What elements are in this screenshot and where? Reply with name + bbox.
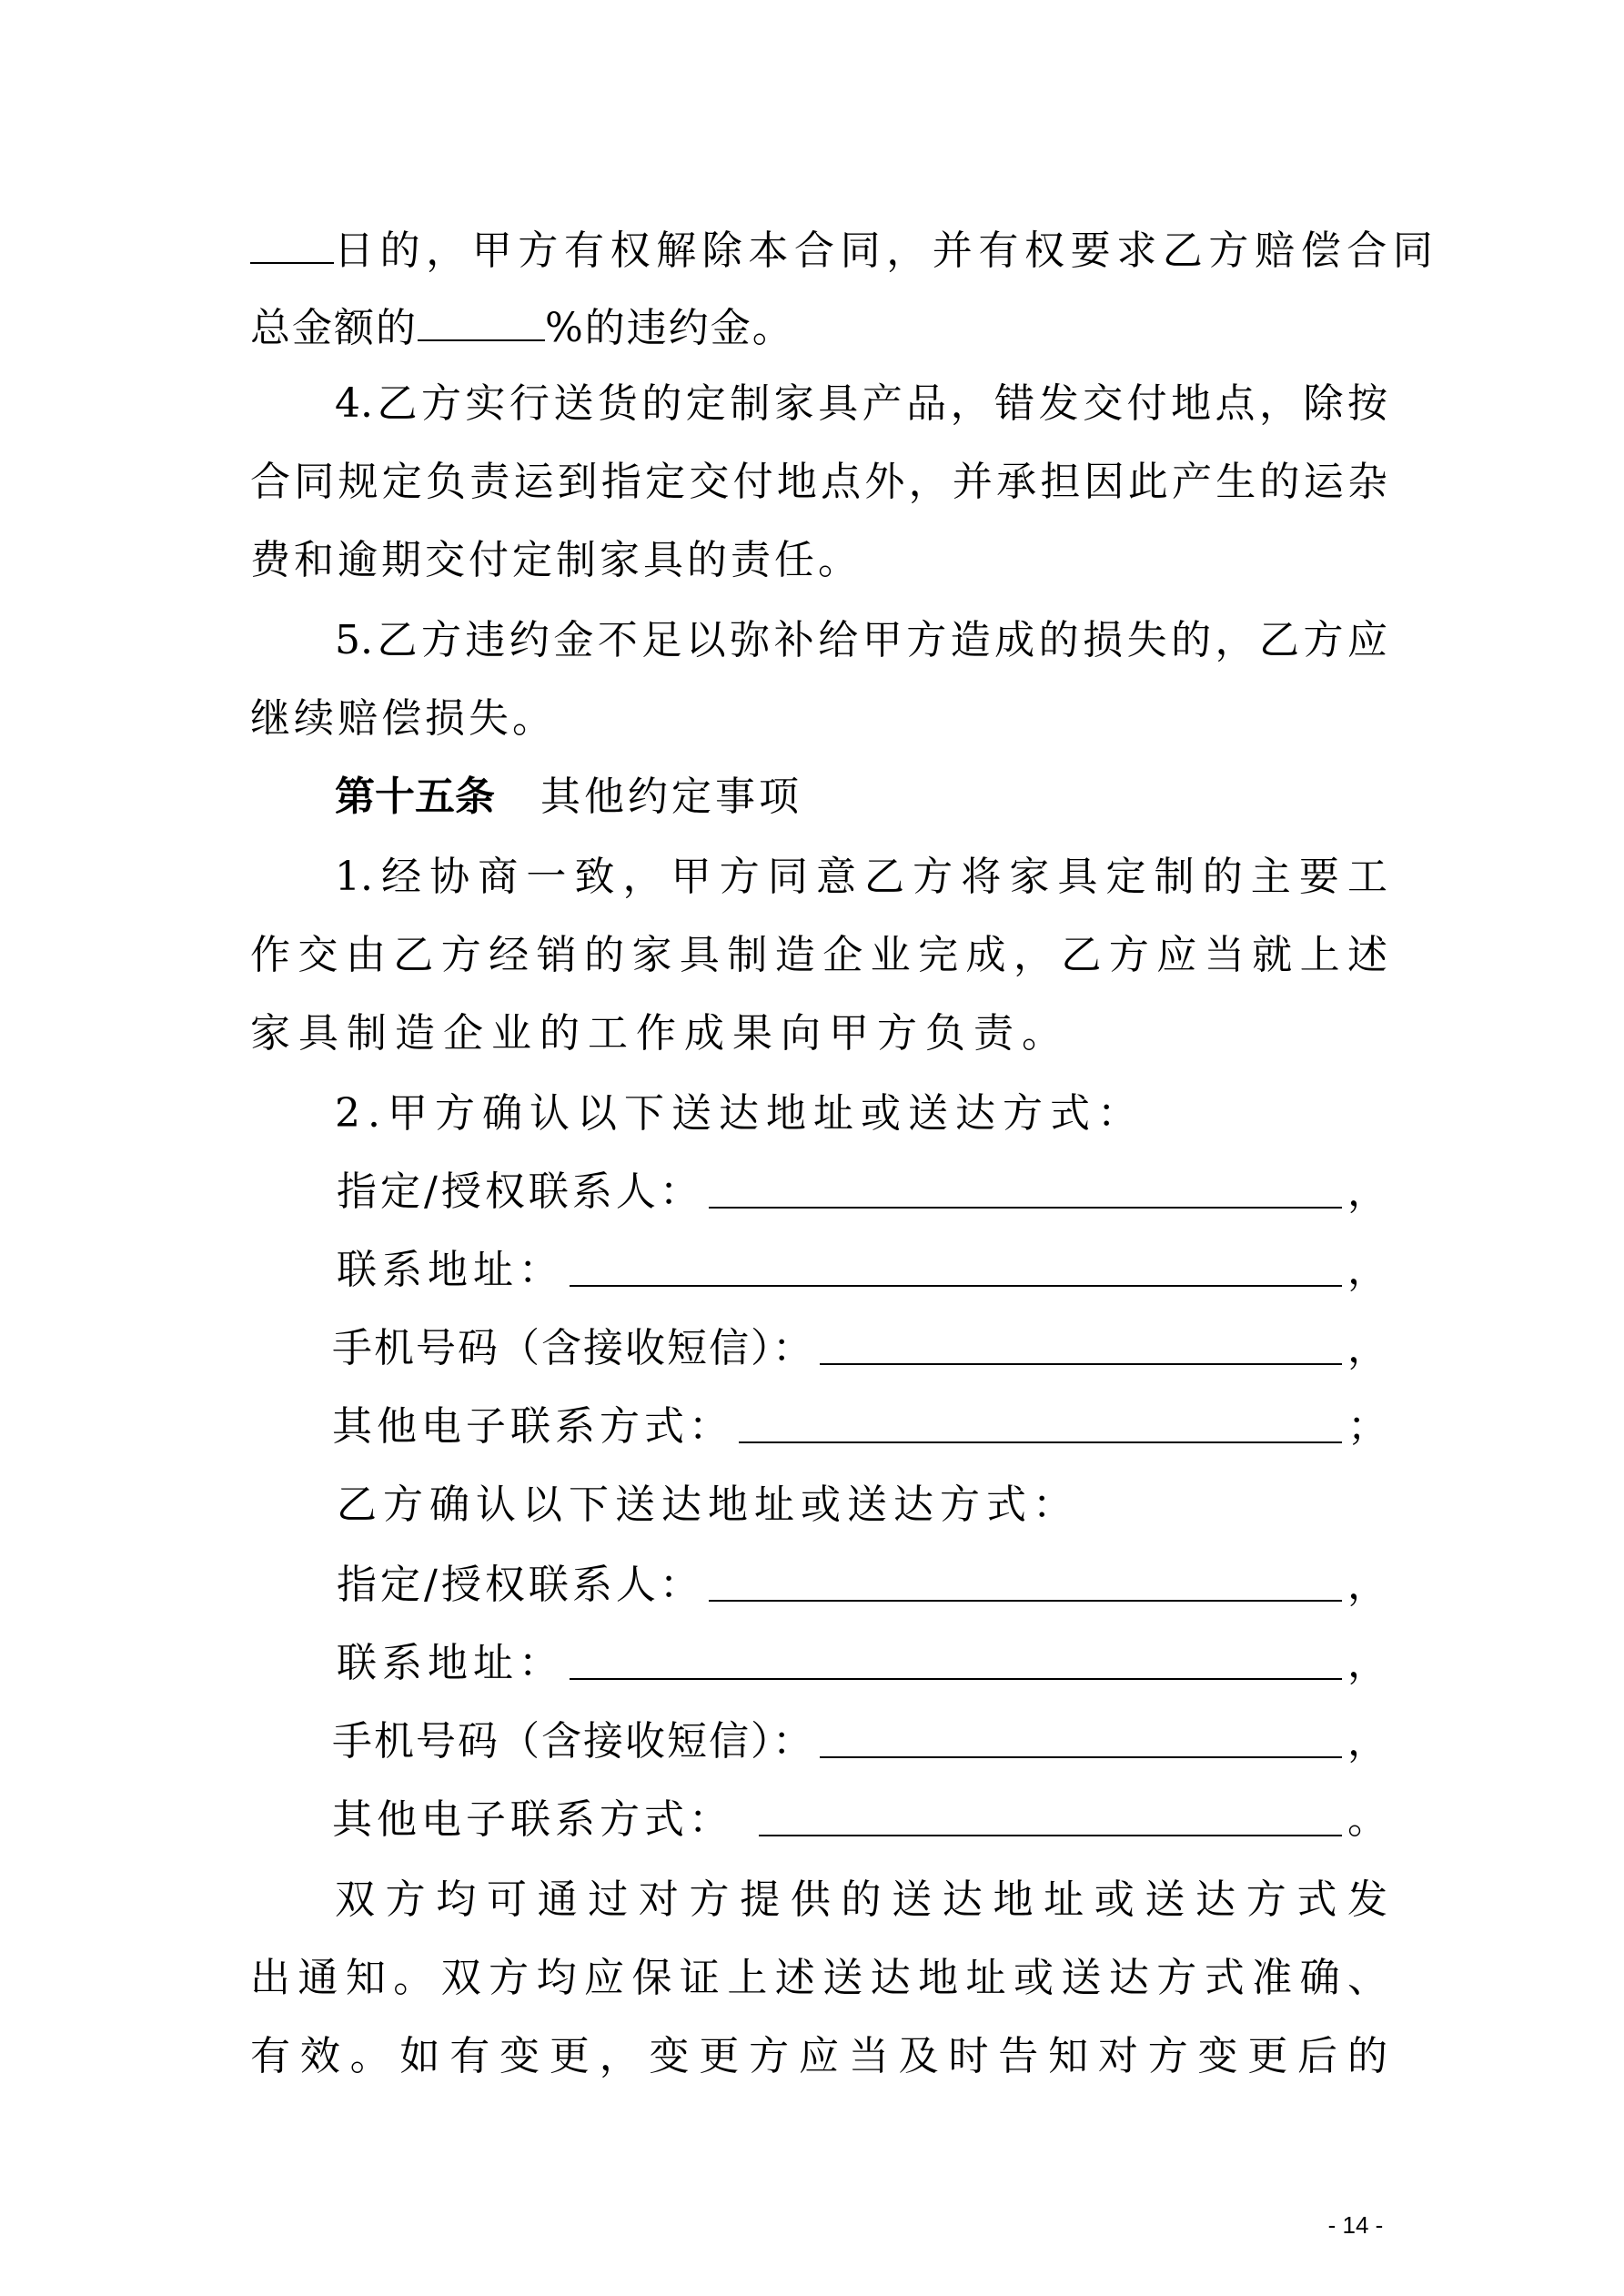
page-number: - 14 - bbox=[1327, 2211, 1384, 2239]
party-a-contact-field bbox=[337, 1165, 1387, 1219]
field-label: 其他电子联系方式： bbox=[332, 1796, 733, 1843]
paragraph-line bbox=[250, 220, 1439, 278]
fill-in-line[interactable] bbox=[759, 1835, 1342, 1836]
paragraph-line: 1.经协商一致，甲方同意乙方将家具定制的主要工 bbox=[335, 854, 1387, 900]
field-punct: ， bbox=[1347, 1247, 1387, 1293]
party-a-address-field bbox=[337, 1243, 1387, 1298]
field-punct: ， bbox=[1347, 1562, 1387, 1608]
field-label: 其他电子联系方式： bbox=[332, 1403, 733, 1450]
field-label: 联系地址： bbox=[337, 1247, 564, 1293]
paragraph-line: 继续赔偿损失。 bbox=[250, 695, 556, 742]
article-subject: 其他约定事项 bbox=[540, 774, 802, 820]
fill-in-line[interactable] bbox=[570, 1678, 1342, 1680]
article-heading bbox=[335, 770, 1472, 824]
field-punct: ； bbox=[1347, 1403, 1387, 1450]
paragraph-line: 费和逾期交付定制家具的责任。 bbox=[250, 537, 862, 583]
text-segment: 日的，甲方有权解除本合同，并有权要求乙方赔偿合同 bbox=[334, 228, 1439, 274]
field-label: 手机号码（含接收短信）： bbox=[332, 1718, 814, 1765]
paragraph-line: 有效。如有变更，变更方应当及时告知对方变更后的 bbox=[250, 2033, 1387, 2079]
paragraph-line: 家具制造企业的工作成果向甲方负责。 bbox=[250, 1010, 1070, 1057]
blank-field[interactable] bbox=[418, 298, 545, 341]
text-segment: 总金额的 bbox=[250, 305, 418, 351]
article-number: 第十五条 bbox=[335, 774, 495, 820]
field-punct: 。 bbox=[1347, 1796, 1387, 1843]
paragraph-line: 4.乙方实行送货的定制家具产品，错发交付地点，除按 bbox=[335, 380, 1387, 427]
field-punct: ， bbox=[1347, 1168, 1387, 1215]
party-a-other-field bbox=[332, 1400, 1387, 1454]
fill-in-line[interactable] bbox=[820, 1756, 1342, 1758]
field-punct: ， bbox=[1347, 1325, 1387, 1371]
paragraph-line: 出通知。双方均应保证上述送达地址或送达方式准确、 bbox=[250, 1955, 1387, 2001]
paragraph-line bbox=[250, 298, 1387, 356]
field-label: 指定/授权联系人： bbox=[337, 1562, 703, 1608]
paragraph-line: 乙方确认以下送达地址或送达方式： bbox=[337, 1482, 1079, 1528]
fill-in-line[interactable] bbox=[820, 1363, 1342, 1365]
field-label: 手机号码（含接收短信）： bbox=[332, 1325, 814, 1371]
fill-in-line[interactable] bbox=[570, 1285, 1342, 1287]
field-label: 联系地址： bbox=[337, 1640, 564, 1686]
paragraph-line: 合同规定负责运到指定交付地点外，并承担因此产生的运杂 bbox=[250, 459, 1387, 505]
field-punct: ， bbox=[1347, 1718, 1387, 1765]
field-label: 指定/授权联系人： bbox=[337, 1168, 703, 1215]
party-b-other-field bbox=[332, 1793, 1387, 1847]
paragraph-line: 2.甲方确认以下送达地址或送达方式： bbox=[335, 1090, 1145, 1137]
party-b-phone-field bbox=[332, 1714, 1387, 1769]
fill-in-line[interactable] bbox=[709, 1207, 1342, 1209]
party-b-contact-field bbox=[337, 1558, 1387, 1613]
fill-in-line[interactable] bbox=[709, 1600, 1342, 1602]
paragraph-line: 双方均可通过对方提供的送达地址或送达方式发 bbox=[335, 1876, 1387, 1923]
party-a-phone-field bbox=[332, 1321, 1387, 1376]
paragraph-line: 作交由乙方经销的家具制造企业完成，乙方应当就上述 bbox=[250, 932, 1387, 978]
field-punct: ， bbox=[1347, 1640, 1387, 1686]
paragraph-line: 5.乙方违约金不足以弥补给甲方造成的损失的，乙方应 bbox=[335, 617, 1387, 663]
text-segment: %的违约金。 bbox=[545, 305, 794, 351]
blank-field[interactable] bbox=[250, 220, 334, 264]
fill-in-line[interactable] bbox=[739, 1441, 1342, 1443]
party-b-address-field bbox=[337, 1636, 1387, 1691]
